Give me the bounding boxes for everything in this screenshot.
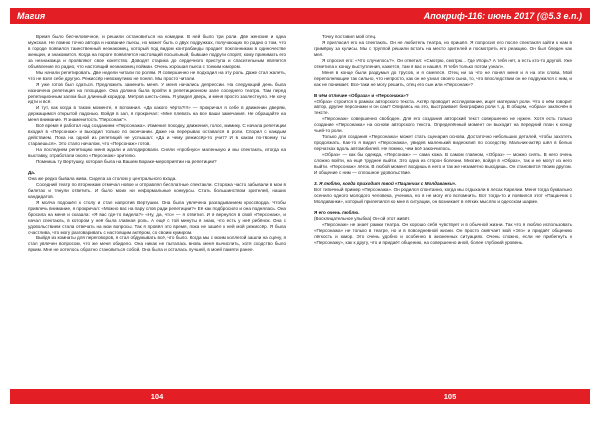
paragraph: «Образ» — как бы одежда, «Персонаж» — сама кожа. В самом главном, «Образ» — можно снять. В него очень сложно войти, на ещё труднее выйти. Это одна из сторон болезни. Многие, войдя в «Образ», так и не могут из него выйти. «Персонаж» лёгок. В любой момент входишь в него и так же незаметно выходишь. Он становится твоим другом. И общение с ним — сплошное удовольствие. xyxy=(314,152,572,175)
paragraph: Выйдя из комнаты для переговоров, я стал обдумывать всё, что было. Когда мы с моим коллегой зашли на сцену, я стал увлечен вопросом, что же меня обидело. Она никак не пыталась вновь меня вычислить, хотя сходство было ярким. Мне не хотелось обратно становиться собой. Она была и осталась лучшей, в моей памяти ранее. xyxy=(28,235,286,253)
paragraph: Время было бесчеловечное, и решили остановиться на комедии. В ней было три роли. Две женские и одна мужская. Не помню точно автора и название пьесы, но может быть о двух подружках, получающих по радио о том, что в городе появился таинственный незнакомец, который под видом контрабанды продает поклонникам в одиночестве женщин, и знакомится. Когда на пороге появляется настоящий посыльный, бывшие подруги спорят, кому принимать его за незнакомца и проявляют свое кокетство. Доводят старика до сердечного приступа и спасительным является объявление по радио, что настоящий незнакомец пойман. Очень хорошая пьеса с тонким юмором. xyxy=(28,34,286,69)
paragraph: Только для создания «Персонажа» может стать сценария основа. Достаточно небольших деталей, чтобы захотеть продолжать. Как-то я видел «Персонажа», увидев маленький видеоклип по соседству. Мальчик-актёр шёл в белых перчатках вдоль автомобилей. Не помню, чем всё закончилось. xyxy=(314,134,572,152)
paragraph: Помнишь ту Вертушку, которая была на Вашем Бараке-мероприятии на репетиции? xyxy=(36,159,217,165)
paragraph: Я пригласил его на спектакль. Он не любитель театра, но пришёл. Я попросил его после спектакля зайти к нам в гримёрку за кулисы. Мы с труппой решили встать на место зрителей и посмотреть его реакцию. Он был бледен как мел. xyxy=(314,39,572,57)
paragraph: И тут, как когда в таком моменте, я вспомнил. «Да какого чёрта?!!!» — прокричал я себе в движении дверям, держащимся открытой ладонью. Войдя в зал, я прокричал: «Мне плевать на все ваши замечания. Не обращайте на меня внимание. Я знаменитость "Персонаж"». xyxy=(28,105,286,123)
paragraph: Вот типичный пример «Персонажа». Он родился спонтанно, когда мы отдыхали в лесах Карелии. Меня тогда буквально осенило одного молодого человека, ученика, но я не могу его вспомнить. Вот тогда-то и появился этот «Пацанчик с Молдаванки», который прилепился ко мне в ситуации, он возникает в лёгких мыслях и одесском шарме. xyxy=(314,186,572,204)
question-heading: Я его очень люблю. xyxy=(314,209,360,215)
question-heading: В чём отличие «Образа» и «Персонажа»? xyxy=(314,92,409,98)
right-page xyxy=(300,0,600,424)
paragraph: «Персонаж» не знает рамки театра. Он хорошо себя чувствует и в обычной жизни. Так что я люблю использовать «Персонажа» не только в театре, но и в повседневной жизни. Он просто смягчает мой «Эго» и придаёт общению лёгкость и юмор. Это очень удобно и особенно в жизненных ситуациях. Очень сложно, если не прибегнуть к «Персонажу», как к другу, что и придаёт общению, на совершенно иной, более глубокий уровень. xyxy=(314,221,572,245)
left-footer-bar xyxy=(10,389,300,404)
left-body-text xyxy=(28,34,286,374)
paragraph: Она же редко бывала жива. Сидела за столом у центрального входа. xyxy=(28,175,177,181)
paragraph: Я уже готов был сдаться. Предложить заменить меня. У меня начались депрессии. На следующий день была назначена репетиция на площадке. Она должна была пройти в репетиционном зале соседнего театра. Там перед репетиционным залом был длинный коридор. Метров шесть-семь. Я увидел дверь, и меня просто захлестнуло. Не хочу идти и всё. xyxy=(28,81,286,105)
question-heading: Да. xyxy=(28,169,36,175)
issue-title: Апокриф-116: июнь 2017 (@5.3 e.n.) xyxy=(423,11,582,21)
paragraph: Всё время я работал над созданием «Персонажа». Изменил походку, движения, голос, мимику. С начала репетиции входил в «Персонаж» и выходил только по окончании. Даже на перерывах оставался в роли. Спорил с каждым действием. Пока на одной из репетиций не услышал: «Да и чему режиссёр-то учит? И в каком по-твоему ты стараешься». Это стало началом, что «Персонаж» готов. xyxy=(28,123,286,147)
left-header-bar xyxy=(10,8,300,24)
paragraph: Мы начали репетировать. Две недели читали по ролям. Я совершенно не подходил на эту роль. Даже стал жалеть, что не взял себе другую. Режиссёр невозмутимо не понял. Мы просто читали. xyxy=(28,69,286,81)
paragraph: «Образ» строится в рамках авторского текста. Актёр проводит исследование, ищет материал роли. Что о нём говорит автор, другие персонажи и он сам? Опираясь на это, выстраивает биографию роли т. д. В общем, «образ» заключён в тексте. xyxy=(314,98,572,116)
paragraph: «Персонаж» совершенно свободен. Для его создания авторский текст совершенно не нужен. Хотя есть только создание «Персонажа» на основе авторского текста. Определённый момент он выходит на передний план к концу чьей-то роли. xyxy=(314,116,572,134)
question-heading: 3. Я люблю, когда приходит твой «Пацанчик с Молдаванки». xyxy=(314,180,457,186)
paragraph: (Восклицательное улыбка) Он-ой этот живёт. xyxy=(314,215,411,221)
right-header-bar xyxy=(300,8,590,24)
paragraph: Соседний театр по вторникам отмечал новое и отправлял бесплатные спектакли. Сторожа часто забывали в мои в билетах и тянули ответить. И было моих ни неформальные конкурсы. Стать большинством зрителей, наших кандидатов. xyxy=(28,181,286,199)
section-title: Магия xyxy=(17,11,46,21)
page-number-left: 104 xyxy=(150,392,164,401)
page-number-right: 105 xyxy=(443,392,457,401)
right-footer-bar xyxy=(300,389,590,404)
paragraph: Я спросил его: «Что случилось?». Он ответил: «Смотрю, смотрю... Где Игорь? А тебя нет, а есть кто-то другой. Уже отметила к концу выступления, кажется, там я вас и нашёл. Я тебя только потом узнал». xyxy=(314,57,572,69)
right-body-text xyxy=(314,34,572,374)
paragraph: Я молча подошёл к столу и стал напротив Вертушки. Она была увлечена разгадыванием кроссворда. Чтобы привлечь внимание, я прокричал: «Можно вас на пару слов ради репетиции?» Её как подбросило и она поднялась. Она бросила на меня и сказала: «Я вас где-то видела?» «Ну, да, что» — я ответил. И я вернулся в свой «Персонаж», и начал спектакль, в котором у неё была главная роль. А ещё с той минуты я знаю, что есть у неё ребёнок. Она с удовольствием стала отвечать на мои вопросы. Так я провёл это время, пока не зашёл к ней мой режиссёр. Я была счастлива, что могу разговаривать с настоящим актёром, со своим кумиром. xyxy=(28,199,286,235)
paragraph: На последнем репетицию меня ждали и аплодировали. Сняли «пробную» маленькую и мы спектакль, итогда на выставку, отработали около «Персонаж» зрителю. xyxy=(28,147,286,159)
paragraph: Меня в конце были раздумья до трусов, и я смеялся. Отец ни за что не понял меня и я на эти слова. Мой переполняющие так сильно, что непросто, как он не узнал своего сына, то, что впоследствии он не подружился с ним, и как не понимает. Все-таки не могу решить, отец его сын или «Персонаж»? xyxy=(314,69,572,87)
paragraph: Точку поставил мой отец. xyxy=(322,34,377,39)
